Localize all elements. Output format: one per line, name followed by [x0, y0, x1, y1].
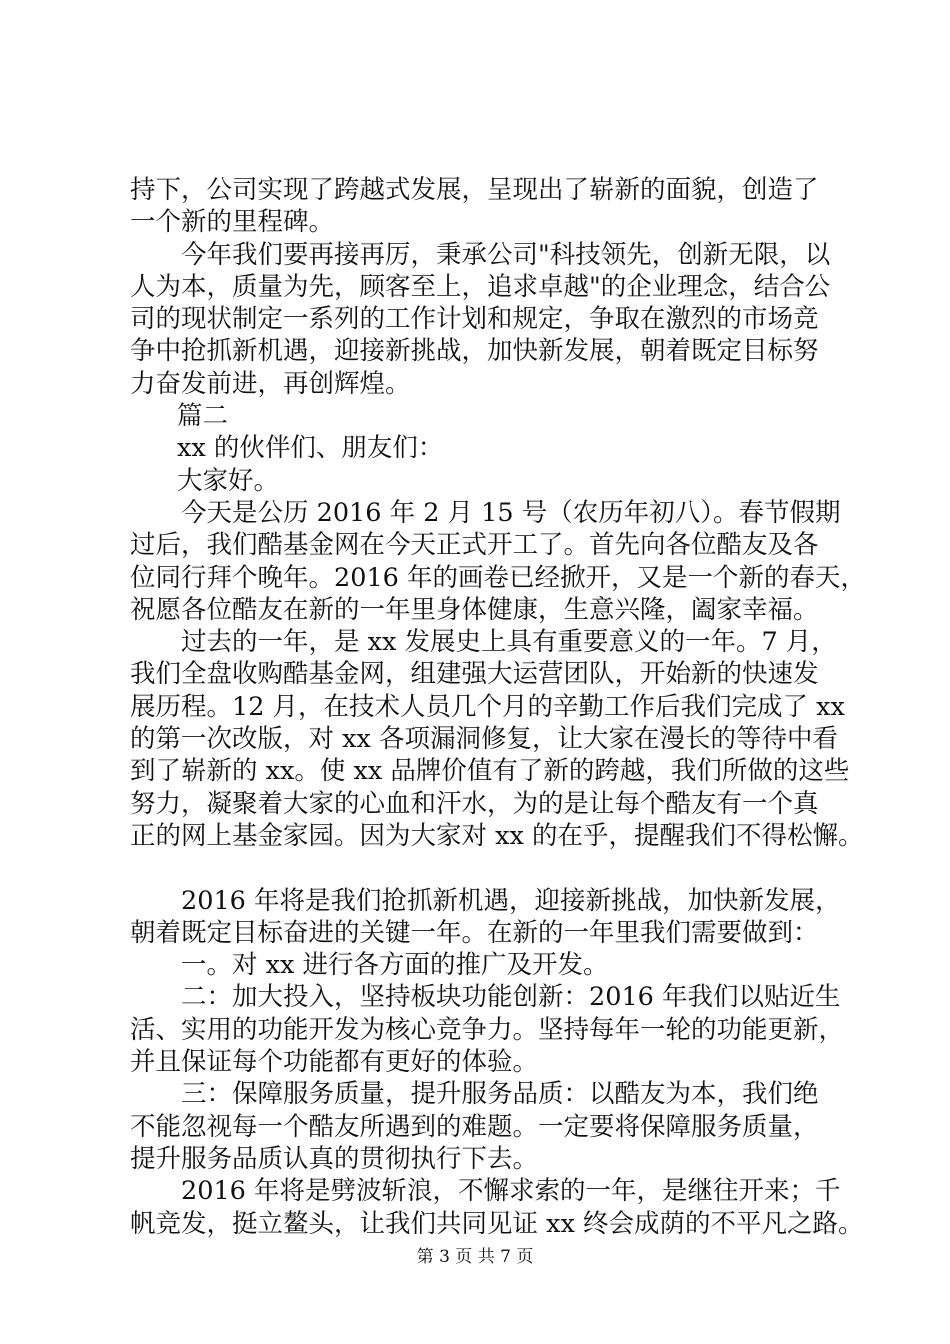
- text-line: 并且保证每个功能都有更好的体验。: [130, 1047, 539, 1078]
- paragraph-start-line: 今年我们要再接再厉，秉承公司"科技领先，创新无限，以: [181, 239, 831, 270]
- text-line: 正的网上基金家园。因为大家对 xx 的在乎，提醒我们不得松懈。: [130, 820, 864, 851]
- text-line: 争中抢抓新机遇，迎接新挑战，加快新发展，朝着既定目标努: [130, 336, 819, 367]
- text-line: 祝愿各位酷友在新的一年里身体健康，生意兴隆，阖家幸福。: [130, 594, 819, 625]
- text-line: 司的现状制定一系列的工作计划和规定，争取在激烈的市场竞: [130, 304, 819, 335]
- text-line: 提升服务品质认真的贯彻执行下去。: [130, 1143, 539, 1174]
- text-line: 活、实用的功能开发为核心竞争力。坚持每年一轮的功能更新，: [130, 1014, 845, 1045]
- page-number-footer: 第 3 页 共 7 页: [416, 1247, 534, 1267]
- greeting-line: 大家好。: [177, 465, 280, 496]
- list-item-line: 二：加大投入，坚持板块功能创新：2016 年我们以贴近生: [181, 982, 841, 1013]
- paragraph-start-line: 2016 年将是劈波斩浪，不懈求索的一年，是继往开来；千: [181, 1176, 841, 1207]
- text-line: 力奋发前进，再创辉煌。: [130, 368, 411, 399]
- text-line: 我们全盘收购酷基金网，组建强大运营团队，开始新的快速发: [130, 659, 819, 690]
- blank-line: [130, 852, 830, 884]
- text-line: 到了崭新的 xx。使 xx 品牌价值有了新的跨越，我们所做的这些: [130, 756, 850, 787]
- text-line: 不能忽视每一个酷友所遇到的难题。一定要将保障服务质量，: [130, 1111, 819, 1142]
- text-line: 朝着既定目标奋进的关键一年。在新的一年里我们需要做到：: [130, 917, 819, 948]
- paragraph-start-line: 今天是公历 2016 年 2 月 15 号（农历年初八）。春节假期: [181, 497, 841, 528]
- text-line: 一个新的里程碑。: [130, 207, 335, 238]
- text-line: 展历程。12 月，在技术人员几个月的辛勤工作后我们完成了 xx: [130, 691, 845, 722]
- text-line: 位同行拜个晚年。2016 年的画卷已经掀开，又是一个新的春天，: [130, 562, 867, 593]
- text-line: 的第一次改版，对 xx 各项漏洞修复，让大家在漫长的等待中看: [130, 724, 838, 755]
- text-line: 人为本，质量为先，顾客至上，追求卓越"的企业理念，结合公: [130, 271, 831, 302]
- text-line: 过后，我们酷基金网在今天正式开工了。首先向各位酷友及各: [130, 530, 819, 561]
- section-heading: 篇二: [177, 401, 229, 432]
- paragraph-start-line: 2016 年将是我们抢抓新机遇，迎接新挑战，加快新发展，: [181, 885, 841, 916]
- text-line: 持下，公司实现了跨越式发展，呈现出了崭新的面貌，创造了: [130, 175, 819, 205]
- text-line: 努力，凝聚着大家的心血和汗水，为的是让每个酷友有一个真: [130, 788, 819, 819]
- salutation-line: xx 的伙伴们、朋友们：: [177, 433, 444, 464]
- list-item-line: 三：保障服务质量，提升服务品质：以酷友为本，我们绝: [181, 1079, 819, 1110]
- document-body: [130, 174, 867, 1240]
- list-item-line: 一。对 xx 进行各方面的推广及开发。: [181, 950, 609, 981]
- text-line: 帆竞发，挺立鳌头，让我们共同见证 xx 终会成荫的不平凡之路。: [130, 1208, 864, 1239]
- paragraph-start-line: 过去的一年，是 xx 发展史上具有重要意义的一年。7 月，: [181, 627, 837, 658]
